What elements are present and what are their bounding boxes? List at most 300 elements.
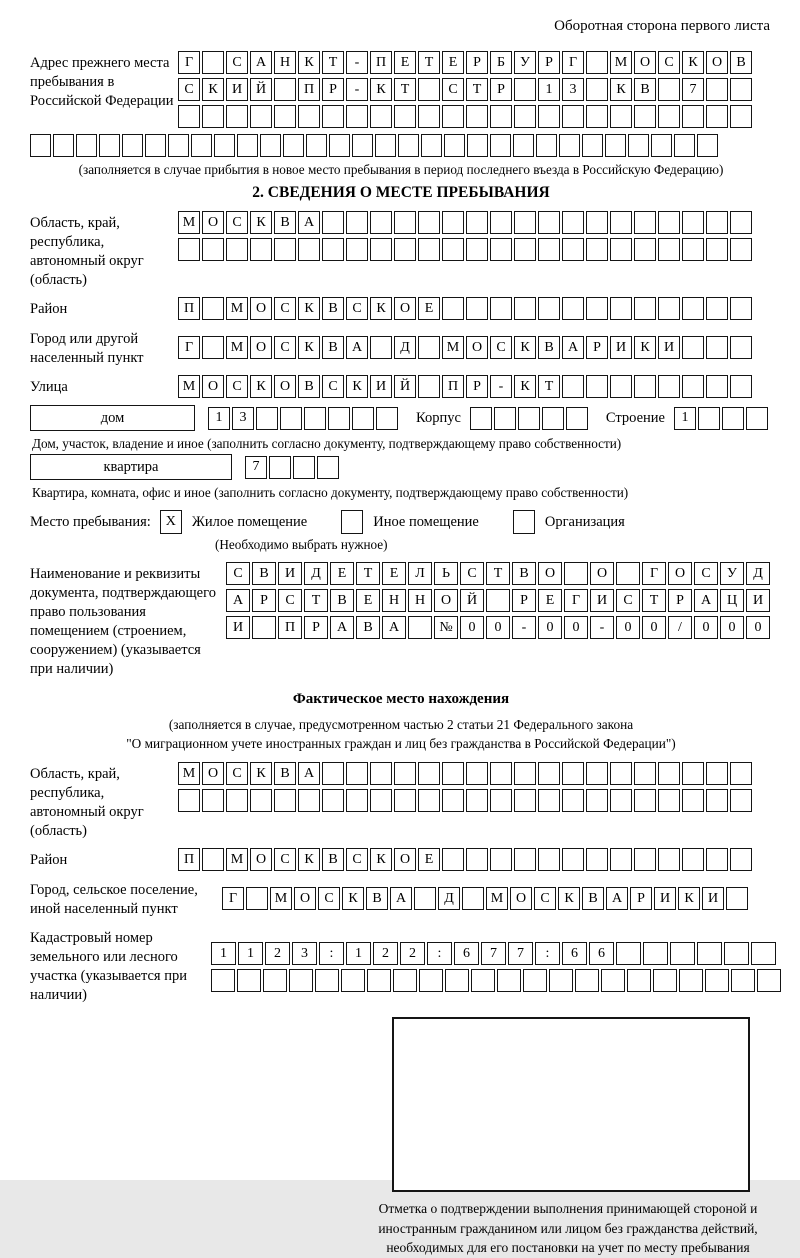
char-box[interactable]: В: [538, 336, 560, 359]
char-box[interactable]: В: [634, 78, 656, 101]
char-box[interactable]: -: [346, 78, 368, 101]
char-box[interactable]: Т: [322, 51, 344, 74]
char-box[interactable]: С: [694, 562, 718, 585]
char-box[interactable]: П: [442, 375, 464, 398]
char-box[interactable]: [674, 134, 695, 157]
char-box[interactable]: [442, 105, 464, 128]
char-box[interactable]: К: [298, 51, 320, 74]
char-box[interactable]: О: [250, 336, 272, 359]
char-box[interactable]: [226, 238, 248, 261]
char-box[interactable]: [394, 762, 416, 785]
char-box[interactable]: [442, 762, 464, 785]
char-box[interactable]: К: [202, 78, 224, 101]
char-box[interactable]: К: [370, 848, 392, 871]
char-box[interactable]: С: [346, 297, 368, 320]
char-box[interactable]: [442, 848, 464, 871]
char-box[interactable]: [486, 589, 510, 612]
char-box[interactable]: [202, 51, 224, 74]
char-box[interactable]: [328, 407, 350, 430]
char-box[interactable]: К: [514, 336, 536, 359]
char-box[interactable]: [682, 336, 704, 359]
char-box[interactable]: М: [178, 762, 200, 785]
char-box[interactable]: [610, 211, 632, 234]
char-box[interactable]: [586, 297, 608, 320]
char-box[interactable]: [514, 211, 536, 234]
char-box[interactable]: [394, 105, 416, 128]
char-box[interactable]: [610, 848, 632, 871]
char-box[interactable]: 1: [208, 407, 230, 430]
char-box[interactable]: [346, 238, 368, 261]
char-box[interactable]: [329, 134, 350, 157]
char-box[interactable]: [562, 789, 584, 812]
char-box[interactable]: [466, 297, 488, 320]
char-box[interactable]: М: [442, 336, 464, 359]
char-box[interactable]: О: [250, 297, 272, 320]
char-box[interactable]: И: [590, 589, 614, 612]
char-box[interactable]: -: [490, 375, 512, 398]
char-box[interactable]: 6: [589, 942, 614, 965]
char-box[interactable]: [418, 789, 440, 812]
char-box[interactable]: [418, 211, 440, 234]
char-box[interactable]: [564, 562, 588, 585]
char-box[interactable]: [538, 762, 560, 785]
char-box[interactable]: К: [250, 762, 272, 785]
char-box[interactable]: -: [512, 616, 536, 639]
char-box[interactable]: 0: [694, 616, 718, 639]
char-box[interactable]: [178, 789, 200, 812]
char-box[interactable]: [634, 375, 656, 398]
char-box[interactable]: М: [270, 887, 292, 910]
char-box[interactable]: [575, 969, 599, 992]
char-box[interactable]: [226, 105, 248, 128]
char-box[interactable]: С: [274, 848, 296, 871]
char-box[interactable]: [538, 211, 560, 234]
char-box[interactable]: [634, 211, 656, 234]
char-box[interactable]: [514, 297, 536, 320]
char-box[interactable]: Р: [304, 616, 328, 639]
char-box[interactable]: С: [274, 297, 296, 320]
char-box[interactable]: [202, 238, 224, 261]
char-box[interactable]: Р: [490, 78, 512, 101]
char-box[interactable]: В: [274, 762, 296, 785]
char-box[interactable]: К: [298, 848, 320, 871]
char-box[interactable]: [418, 762, 440, 785]
char-box[interactable]: 1: [211, 942, 236, 965]
char-box[interactable]: [586, 211, 608, 234]
char-box[interactable]: 1: [674, 407, 696, 430]
char-box[interactable]: У: [720, 562, 744, 585]
char-box[interactable]: [610, 375, 632, 398]
char-box[interactable]: М: [226, 336, 248, 359]
char-box[interactable]: 7: [508, 942, 533, 965]
char-box[interactable]: Ц: [720, 589, 744, 612]
char-box[interactable]: [634, 848, 656, 871]
char-box[interactable]: [658, 78, 680, 101]
char-box[interactable]: [514, 789, 536, 812]
char-box[interactable]: [178, 238, 200, 261]
char-box[interactable]: Е: [538, 589, 562, 612]
char-box[interactable]: [250, 789, 272, 812]
char-box[interactable]: [490, 848, 512, 871]
char-box[interactable]: [370, 789, 392, 812]
char-box[interactable]: 6: [562, 942, 587, 965]
char-box[interactable]: [274, 105, 296, 128]
char-box[interactable]: :: [427, 942, 452, 965]
char-box[interactable]: О: [394, 297, 416, 320]
char-box[interactable]: К: [682, 51, 704, 74]
char-box[interactable]: [670, 942, 695, 965]
char-box[interactable]: [202, 297, 224, 320]
char-box[interactable]: О: [202, 762, 224, 785]
char-box[interactable]: [367, 969, 391, 992]
char-box[interactable]: [536, 134, 557, 157]
char-box[interactable]: [658, 762, 680, 785]
char-box[interactable]: С: [534, 887, 556, 910]
char-box[interactable]: Н: [382, 589, 406, 612]
char-box[interactable]: [442, 297, 464, 320]
char-box[interactable]: [269, 456, 291, 479]
char-box[interactable]: [634, 105, 656, 128]
char-box[interactable]: [730, 238, 752, 261]
char-box[interactable]: И: [278, 562, 302, 585]
char-box[interactable]: [466, 105, 488, 128]
char-box[interactable]: [202, 105, 224, 128]
char-box[interactable]: В: [322, 297, 344, 320]
char-box[interactable]: [616, 562, 640, 585]
char-box[interactable]: [562, 375, 584, 398]
char-box[interactable]: [562, 762, 584, 785]
char-box[interactable]: [658, 211, 680, 234]
char-box[interactable]: 0: [616, 616, 640, 639]
char-box[interactable]: [682, 211, 704, 234]
char-box[interactable]: [442, 211, 464, 234]
char-box[interactable]: [682, 789, 704, 812]
char-box[interactable]: [322, 211, 344, 234]
char-box[interactable]: К: [514, 375, 536, 398]
char-box[interactable]: [497, 969, 521, 992]
char-box[interactable]: Г: [642, 562, 666, 585]
char-box[interactable]: П: [370, 51, 392, 74]
char-box[interactable]: [317, 456, 339, 479]
char-box[interactable]: [562, 848, 584, 871]
char-box[interactable]: 7: [682, 78, 704, 101]
char-box[interactable]: К: [678, 887, 700, 910]
char-box[interactable]: [490, 105, 512, 128]
char-box[interactable]: [610, 789, 632, 812]
char-box[interactable]: [376, 407, 398, 430]
char-box[interactable]: [514, 848, 536, 871]
char-box[interactable]: Т: [304, 589, 328, 612]
char-box[interactable]: [252, 616, 276, 639]
char-box[interactable]: Р: [322, 78, 344, 101]
char-box[interactable]: С: [490, 336, 512, 359]
char-box[interactable]: [418, 78, 440, 101]
char-box[interactable]: [418, 375, 440, 398]
char-box[interactable]: [394, 238, 416, 261]
char-box[interactable]: В: [730, 51, 752, 74]
char-box[interactable]: [293, 456, 315, 479]
char-box[interactable]: А: [606, 887, 628, 910]
char-box[interactable]: К: [250, 211, 272, 234]
char-box[interactable]: А: [382, 616, 406, 639]
char-box[interactable]: [724, 942, 749, 965]
char-box[interactable]: [697, 942, 722, 965]
char-box[interactable]: [566, 407, 588, 430]
char-box[interactable]: П: [278, 616, 302, 639]
char-box[interactable]: Й: [250, 78, 272, 101]
char-box[interactable]: [398, 134, 419, 157]
char-box[interactable]: К: [558, 887, 580, 910]
char-box[interactable]: [145, 134, 166, 157]
char-box[interactable]: О: [634, 51, 656, 74]
char-box[interactable]: [634, 238, 656, 261]
char-box[interactable]: О: [294, 887, 316, 910]
char-box[interactable]: С: [346, 848, 368, 871]
char-box[interactable]: И: [226, 616, 250, 639]
char-box[interactable]: [651, 134, 672, 157]
char-box[interactable]: М: [178, 211, 200, 234]
char-box[interactable]: [214, 134, 235, 157]
char-box[interactable]: [698, 407, 720, 430]
char-box[interactable]: [202, 848, 224, 871]
char-box[interactable]: Р: [512, 589, 536, 612]
char-box[interactable]: №: [434, 616, 458, 639]
char-box[interactable]: 0: [538, 616, 562, 639]
char-box[interactable]: Р: [466, 375, 488, 398]
char-box[interactable]: [122, 134, 143, 157]
char-box[interactable]: [394, 211, 416, 234]
char-box[interactable]: [76, 134, 97, 157]
char-box[interactable]: [582, 134, 603, 157]
char-box[interactable]: О: [394, 848, 416, 871]
char-box[interactable]: [538, 105, 560, 128]
char-box[interactable]: [370, 105, 392, 128]
char-box[interactable]: С: [226, 762, 248, 785]
char-box[interactable]: [706, 789, 728, 812]
char-box[interactable]: Е: [418, 848, 440, 871]
char-box[interactable]: [705, 969, 729, 992]
char-box[interactable]: [490, 789, 512, 812]
char-box[interactable]: [514, 105, 536, 128]
char-box[interactable]: [601, 969, 625, 992]
char-box[interactable]: [352, 407, 374, 430]
organizatsiya-checkbox[interactable]: [513, 510, 535, 534]
char-box[interactable]: /: [668, 616, 692, 639]
char-box[interactable]: К: [298, 336, 320, 359]
char-box[interactable]: С: [460, 562, 484, 585]
char-box[interactable]: [730, 848, 752, 871]
char-box[interactable]: [726, 887, 748, 910]
char-box[interactable]: И: [702, 887, 724, 910]
char-box[interactable]: [658, 297, 680, 320]
char-box[interactable]: Д: [746, 562, 770, 585]
char-box[interactable]: [237, 134, 258, 157]
char-box[interactable]: [298, 238, 320, 261]
char-box[interactable]: Р: [630, 887, 652, 910]
char-box[interactable]: 1: [346, 942, 371, 965]
char-box[interactable]: [653, 969, 677, 992]
char-box[interactable]: Т: [642, 589, 666, 612]
char-box[interactable]: [418, 105, 440, 128]
char-box[interactable]: [706, 297, 728, 320]
char-box[interactable]: Е: [382, 562, 406, 585]
char-box[interactable]: [730, 78, 752, 101]
char-box[interactable]: С: [226, 211, 248, 234]
char-box[interactable]: [616, 942, 641, 965]
char-box[interactable]: А: [694, 589, 718, 612]
char-box[interactable]: К: [250, 375, 272, 398]
char-box[interactable]: С: [226, 51, 248, 74]
char-box[interactable]: [730, 762, 752, 785]
char-box[interactable]: А: [390, 887, 412, 910]
char-box[interactable]: [586, 105, 608, 128]
char-box[interactable]: Р: [252, 589, 276, 612]
char-box[interactable]: И: [658, 336, 680, 359]
char-box[interactable]: [370, 762, 392, 785]
char-box[interactable]: [514, 238, 536, 261]
char-box[interactable]: [250, 105, 272, 128]
char-box[interactable]: [610, 238, 632, 261]
char-box[interactable]: [538, 789, 560, 812]
char-box[interactable]: И: [370, 375, 392, 398]
char-box[interactable]: О: [202, 211, 224, 234]
char-box[interactable]: А: [330, 616, 354, 639]
char-box[interactable]: А: [298, 762, 320, 785]
char-box[interactable]: 0: [460, 616, 484, 639]
char-box[interactable]: Й: [460, 589, 484, 612]
char-box[interactable]: [627, 969, 651, 992]
char-box[interactable]: [442, 238, 464, 261]
char-box[interactable]: [746, 407, 768, 430]
char-box[interactable]: :: [319, 942, 344, 965]
char-box[interactable]: [658, 848, 680, 871]
char-box[interactable]: С: [442, 78, 464, 101]
char-box[interactable]: 1: [238, 942, 263, 965]
char-box[interactable]: [610, 105, 632, 128]
char-box[interactable]: [322, 105, 344, 128]
char-box[interactable]: [586, 78, 608, 101]
char-box[interactable]: М: [178, 375, 200, 398]
char-box[interactable]: П: [298, 78, 320, 101]
char-box[interactable]: 3: [562, 78, 584, 101]
char-box[interactable]: Е: [356, 589, 380, 612]
char-box[interactable]: [393, 969, 417, 992]
char-box[interactable]: [586, 375, 608, 398]
char-box[interactable]: И: [654, 887, 676, 910]
char-box[interactable]: 0: [564, 616, 588, 639]
char-box[interactable]: [514, 78, 536, 101]
char-box[interactable]: [586, 51, 608, 74]
char-box[interactable]: [731, 969, 755, 992]
char-box[interactable]: [730, 211, 752, 234]
char-box[interactable]: К: [346, 375, 368, 398]
char-box[interactable]: 3: [292, 942, 317, 965]
char-box[interactable]: 2: [265, 942, 290, 965]
char-box[interactable]: М: [226, 297, 248, 320]
char-box[interactable]: [346, 789, 368, 812]
char-box[interactable]: [562, 211, 584, 234]
char-box[interactable]: Г: [562, 51, 584, 74]
char-box[interactable]: [706, 105, 728, 128]
inoe-checkbox[interactable]: [341, 510, 363, 534]
char-box[interactable]: В: [366, 887, 388, 910]
char-box[interactable]: [751, 942, 776, 965]
char-box[interactable]: [322, 789, 344, 812]
char-box[interactable]: [706, 762, 728, 785]
char-box[interactable]: [682, 375, 704, 398]
char-box[interactable]: [263, 969, 287, 992]
char-box[interactable]: [628, 134, 649, 157]
char-box[interactable]: [562, 238, 584, 261]
char-box[interactable]: [370, 211, 392, 234]
char-box[interactable]: [679, 969, 703, 992]
char-box[interactable]: К: [342, 887, 364, 910]
char-box[interactable]: Г: [222, 887, 244, 910]
char-box[interactable]: [346, 762, 368, 785]
char-box[interactable]: Р: [668, 589, 692, 612]
char-box[interactable]: [682, 297, 704, 320]
char-box[interactable]: [467, 134, 488, 157]
char-box[interactable]: [274, 789, 296, 812]
char-box[interactable]: [191, 134, 212, 157]
char-box[interactable]: А: [346, 336, 368, 359]
char-box[interactable]: О: [706, 51, 728, 74]
char-box[interactable]: Т: [538, 375, 560, 398]
char-box[interactable]: [682, 238, 704, 261]
char-box[interactable]: [419, 969, 443, 992]
char-box[interactable]: С: [278, 589, 302, 612]
char-box[interactable]: [466, 848, 488, 871]
char-box[interactable]: 7: [481, 942, 506, 965]
char-box[interactable]: [442, 789, 464, 812]
char-box[interactable]: [542, 407, 564, 430]
char-box[interactable]: А: [562, 336, 584, 359]
char-box[interactable]: [202, 336, 224, 359]
char-box[interactable]: А: [226, 589, 250, 612]
char-box[interactable]: [706, 336, 728, 359]
char-box[interactable]: [586, 789, 608, 812]
char-box[interactable]: О: [510, 887, 532, 910]
char-box[interactable]: Р: [586, 336, 608, 359]
char-box[interactable]: Т: [466, 78, 488, 101]
char-box[interactable]: Д: [394, 336, 416, 359]
char-box[interactable]: [643, 942, 668, 965]
char-box[interactable]: [586, 762, 608, 785]
char-box[interactable]: 0: [642, 616, 666, 639]
char-box[interactable]: О: [590, 562, 614, 585]
char-box[interactable]: [682, 848, 704, 871]
char-box[interactable]: [586, 848, 608, 871]
char-box[interactable]: [53, 134, 74, 157]
char-box[interactable]: Т: [486, 562, 510, 585]
char-box[interactable]: [250, 238, 272, 261]
char-box[interactable]: [466, 762, 488, 785]
char-box[interactable]: [346, 105, 368, 128]
char-box[interactable]: 7: [245, 456, 267, 479]
char-box[interactable]: [605, 134, 626, 157]
char-box[interactable]: Е: [394, 51, 416, 74]
char-box[interactable]: [730, 105, 752, 128]
char-box[interactable]: О: [538, 562, 562, 585]
char-box[interactable]: -: [346, 51, 368, 74]
char-box[interactable]: С: [226, 562, 250, 585]
char-box[interactable]: Б: [490, 51, 512, 74]
char-box[interactable]: 3: [232, 407, 254, 430]
char-box[interactable]: П: [178, 297, 200, 320]
char-box[interactable]: К: [610, 78, 632, 101]
char-box[interactable]: Ь: [434, 562, 458, 585]
char-box[interactable]: [408, 616, 432, 639]
